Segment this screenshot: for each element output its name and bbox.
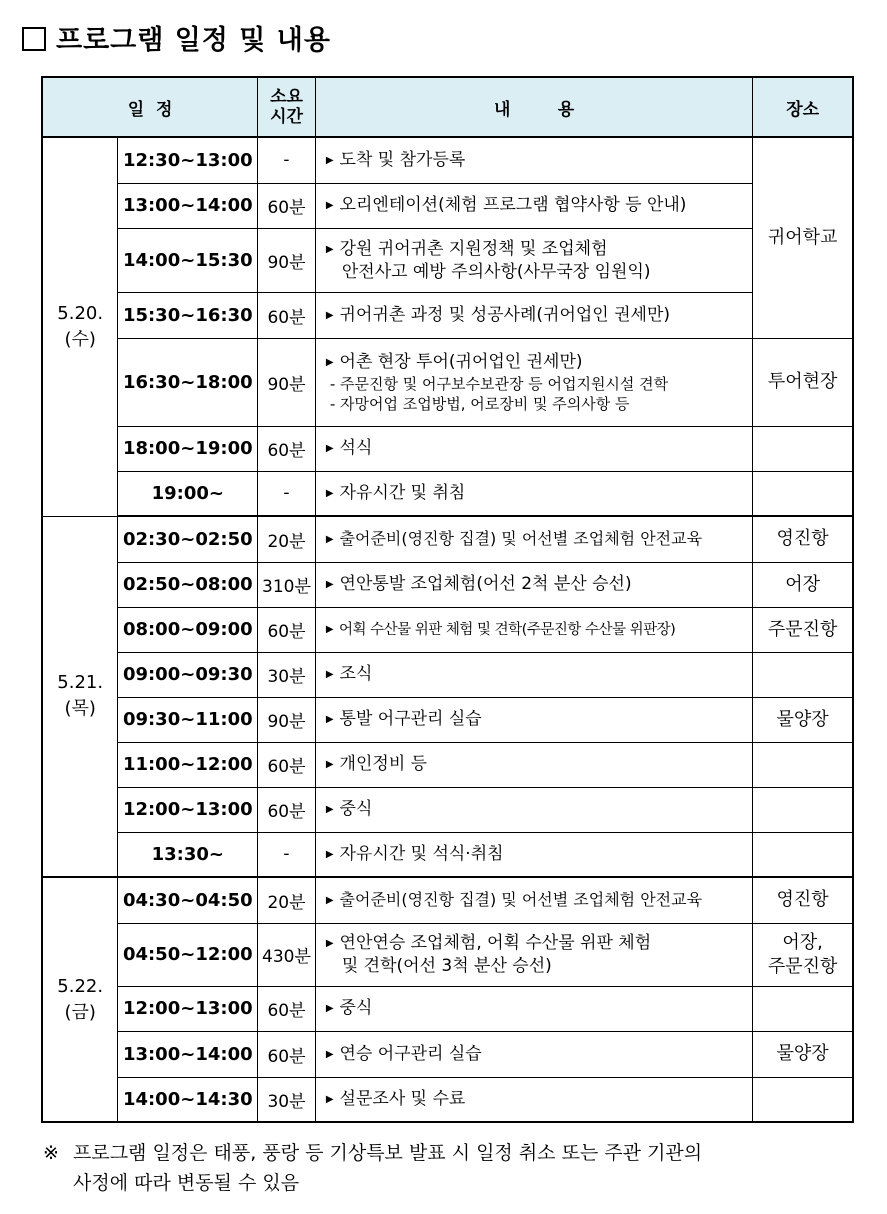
time-cell: 04:50~12:00 <box>118 923 258 986</box>
content-cell <box>315 137 752 183</box>
footnote-line-2: 사정에 따라 변동될 수 있음 <box>73 1172 300 1194</box>
table-row <box>42 986 853 1031</box>
duration-cell: 90분 <box>258 697 316 742</box>
place-cell: 물양장 <box>753 697 853 742</box>
table-row <box>42 832 853 877</box>
content-cell <box>315 652 752 697</box>
content-text: 및 견학(어선 3척 분산 승선) <box>341 956 552 976</box>
place-text: 어장, <box>782 931 823 953</box>
place-cell: 물양장 <box>753 1031 853 1077</box>
content-text: 중식 <box>339 799 373 819</box>
triangle-bullet-icon: ▶ <box>325 1048 334 1060</box>
triangle-bullet-icon: ▶ <box>325 200 334 211</box>
content-text: 출어준비(영진항 집결) 및 어선별 조업체험 안전교육 <box>339 889 703 909</box>
time-cell: 12:30~13:00 <box>118 137 258 183</box>
content-text: 도착 및 참가등록 <box>339 149 466 170</box>
content-text: 자유시간 및 석식·취침 <box>339 843 504 864</box>
time-cell: 14:00~15:30 <box>118 228 258 292</box>
triangle-bullet-icon: ▶ <box>325 356 334 368</box>
content-cell <box>315 471 752 516</box>
content-text: 개인정비 등 <box>339 754 428 774</box>
duration-cell: 60분 <box>258 1031 316 1077</box>
page-title <box>22 18 331 57</box>
content-text: 중식 <box>339 998 373 1018</box>
content-cell <box>315 516 752 562</box>
table-row <box>42 183 853 228</box>
triangle-bullet-icon: ▶ <box>325 714 334 725</box>
content-text: 오리엔테이션(체험 프로그램 협약사항 등 안내) <box>339 195 687 215</box>
checkbox-square-icon <box>22 27 46 51</box>
triangle-bullet-icon: ▶ <box>325 443 334 454</box>
place-cell: 투어현장 <box>753 338 853 426</box>
weekday-text: (금) <box>64 1001 96 1023</box>
triangle-bullet-icon: ▶ <box>325 1093 334 1105</box>
header-duration <box>258 77 316 137</box>
table-row <box>42 516 853 562</box>
date-text: 5.20. <box>57 302 104 324</box>
place-cell <box>753 426 853 471</box>
triangle-bullet-icon: ▶ <box>325 759 334 770</box>
schedule-table <box>41 76 854 1123</box>
place-cell: 주문진항 <box>753 607 853 652</box>
duration-cell: 60분 <box>258 607 316 652</box>
content-text: 연안통발 조업체험(어선 2척 분산 승선) <box>339 574 632 594</box>
time-cell: 13:00~14:00 <box>118 183 258 228</box>
duration-cell: 60분 <box>258 183 316 228</box>
content-cell <box>315 183 752 228</box>
duration-cell: 90분 <box>258 228 316 292</box>
header-duration-l2: 시간 <box>270 107 303 127</box>
triangle-bullet-icon: ▶ <box>325 154 334 166</box>
header-duration-l1: 소요 <box>270 87 303 107</box>
header-content: 내 용 <box>315 77 752 137</box>
footnote-line-1: 프로그램 일정은 태풍, 풍랑 등 기상특보 발표 시 일정 취소 또는 주관 기관의 <box>73 1142 703 1164</box>
content-cell <box>315 228 752 292</box>
duration-cell: 430분 <box>258 923 316 986</box>
table-row <box>42 1077 853 1122</box>
triangle-bullet-icon: ▶ <box>325 243 334 255</box>
time-cell: 14:00~14:30 <box>118 1077 258 1122</box>
table-row <box>42 787 853 832</box>
header-row <box>42 77 853 137</box>
time-cell: 18:00~19:00 <box>118 426 258 471</box>
triangle-bullet-icon: ▶ <box>325 579 334 590</box>
content-cell <box>315 292 752 338</box>
triangle-bullet-icon: ▶ <box>325 669 334 680</box>
table-row <box>42 426 853 471</box>
content-text: 설문조사 및 수료 <box>339 1088 466 1109</box>
duration-cell: 310분 <box>258 562 316 607</box>
table-row <box>42 652 853 697</box>
content-text: 어촌 현장 투어(귀어업인 권세만) <box>339 351 583 372</box>
time-cell: 09:00~09:30 <box>118 652 258 697</box>
time-cell: 15:30~16:30 <box>118 292 258 338</box>
content-text: 강원 귀어귀촌 지원정책 및 조업체험 <box>339 238 608 259</box>
triangle-bullet-icon: ▶ <box>325 309 334 321</box>
content-cell <box>315 986 752 1031</box>
place-text: 주문진항 <box>767 955 838 977</box>
weekday-text: (목) <box>64 698 96 720</box>
table-row <box>42 338 853 426</box>
time-cell: 11:00~12:00 <box>118 742 258 787</box>
duration-cell: - <box>258 137 316 183</box>
reference-mark-icon: ※ <box>43 1142 59 1164</box>
place-cell <box>753 742 853 787</box>
table-row <box>42 742 853 787</box>
table-row <box>42 923 853 986</box>
duration-cell: - <box>258 832 316 877</box>
place-cell <box>753 787 853 832</box>
content-subtext: - 자망어업 조업방법, 어로장비 및 주의사항 등 <box>329 394 630 413</box>
date-cell-day2 <box>42 516 118 877</box>
duration-cell: 20분 <box>258 516 316 562</box>
table-row <box>42 607 853 652</box>
triangle-bullet-icon: ▶ <box>325 804 334 815</box>
table-row <box>42 562 853 607</box>
content-cell <box>315 338 752 426</box>
triangle-bullet-icon: ▶ <box>325 623 334 635</box>
triangle-bullet-icon: ▶ <box>325 848 334 860</box>
triangle-bullet-icon: ▶ <box>325 533 334 545</box>
place-cell <box>753 923 853 986</box>
duration-cell: - <box>258 471 316 516</box>
page-title-text: 프로그램 일정 및 내용 <box>56 25 331 56</box>
date-text: 5.21. <box>57 672 104 694</box>
content-cell <box>315 877 752 923</box>
place-cell: 귀어학교 <box>753 137 853 338</box>
place-cell: 영진항 <box>753 877 853 923</box>
time-cell: 08:00~09:00 <box>118 607 258 652</box>
content-cell <box>315 1031 752 1077</box>
time-cell: 13:00~14:00 <box>118 1031 258 1077</box>
time-cell: 19:00~ <box>118 471 258 516</box>
duration-cell: 60분 <box>258 426 316 471</box>
content-subtext: - 주문진항 및 어구보수보관장 등 어업지원시설 견학 <box>329 374 669 393</box>
content-cell <box>315 562 752 607</box>
duration-cell: 90분 <box>258 338 316 426</box>
content-cell <box>315 787 752 832</box>
table-row <box>42 877 853 923</box>
content-cell <box>315 607 752 652</box>
duration-cell: 60분 <box>258 742 316 787</box>
date-cell-day3 <box>42 877 118 1122</box>
table-row <box>42 228 853 292</box>
place-cell <box>753 652 853 697</box>
date-cell-day1 <box>42 137 118 516</box>
time-cell: 09:30~11:00 <box>118 697 258 742</box>
place-cell <box>753 1077 853 1122</box>
content-text: 귀어귀촌 과정 및 성공사례(귀어업인 권세만) <box>339 304 671 325</box>
time-cell: 12:00~13:00 <box>118 787 258 832</box>
duration-cell: 60분 <box>258 292 316 338</box>
place-cell: 어장 <box>753 562 853 607</box>
time-cell: 12:00~13:00 <box>118 986 258 1031</box>
footnote <box>43 1138 858 1198</box>
duration-cell: 60분 <box>258 986 316 1031</box>
content-text: 자유시간 및 취침 <box>339 482 466 503</box>
weekday-text: (수) <box>64 328 96 350</box>
content-cell <box>315 923 752 986</box>
content-cell <box>315 832 752 877</box>
time-cell: 13:30~ <box>118 832 258 877</box>
content-text: 연안연승 조업체험, 어획 수산물 위판 체험 <box>339 933 652 953</box>
triangle-bullet-icon: ▶ <box>325 894 334 906</box>
triangle-bullet-icon: ▶ <box>325 938 334 949</box>
content-text: 출어준비(영진항 집결) 및 어선별 조업체험 안전교육 <box>339 528 703 548</box>
content-text: 조식 <box>339 664 373 684</box>
time-cell: 04:30~04:50 <box>118 877 258 923</box>
content-text: 어획 수산물 위판 체험 및 견학(주문진항 수산물 위판장) <box>339 621 676 638</box>
table-row <box>42 137 853 183</box>
content-cell <box>315 1077 752 1122</box>
triangle-bullet-icon: ▶ <box>325 487 334 499</box>
duration-cell: 30분 <box>258 652 316 697</box>
place-cell <box>753 832 853 877</box>
content-text: 통발 어구관리 실습 <box>339 709 482 729</box>
place-cell <box>753 471 853 516</box>
content-cell <box>315 426 752 471</box>
table-row <box>42 1031 853 1077</box>
table-row <box>42 697 853 742</box>
place-cell <box>753 986 853 1031</box>
table-row <box>42 471 853 516</box>
header-place: 장소 <box>753 77 853 137</box>
content-cell <box>315 697 752 742</box>
table-row <box>42 292 853 338</box>
duration-cell: 30분 <box>258 1077 316 1122</box>
time-cell: 02:30~02:50 <box>118 516 258 562</box>
time-cell: 16:30~18:00 <box>118 338 258 426</box>
date-text: 5.22. <box>57 975 104 997</box>
time-cell: 02:50~08:00 <box>118 562 258 607</box>
content-text: 안전사고 예방 주의사항(사무국장 임원익) <box>341 261 651 282</box>
header-schedule: 일 정 <box>42 77 258 137</box>
content-cell <box>315 742 752 787</box>
duration-cell: 60분 <box>258 787 316 832</box>
content-text: 석식 <box>339 438 373 458</box>
content-text: 연승 어구관리 실습 <box>339 1043 482 1064</box>
triangle-bullet-icon: ▶ <box>325 1003 334 1014</box>
duration-cell: 20분 <box>258 877 316 923</box>
place-cell: 영진항 <box>753 516 853 562</box>
